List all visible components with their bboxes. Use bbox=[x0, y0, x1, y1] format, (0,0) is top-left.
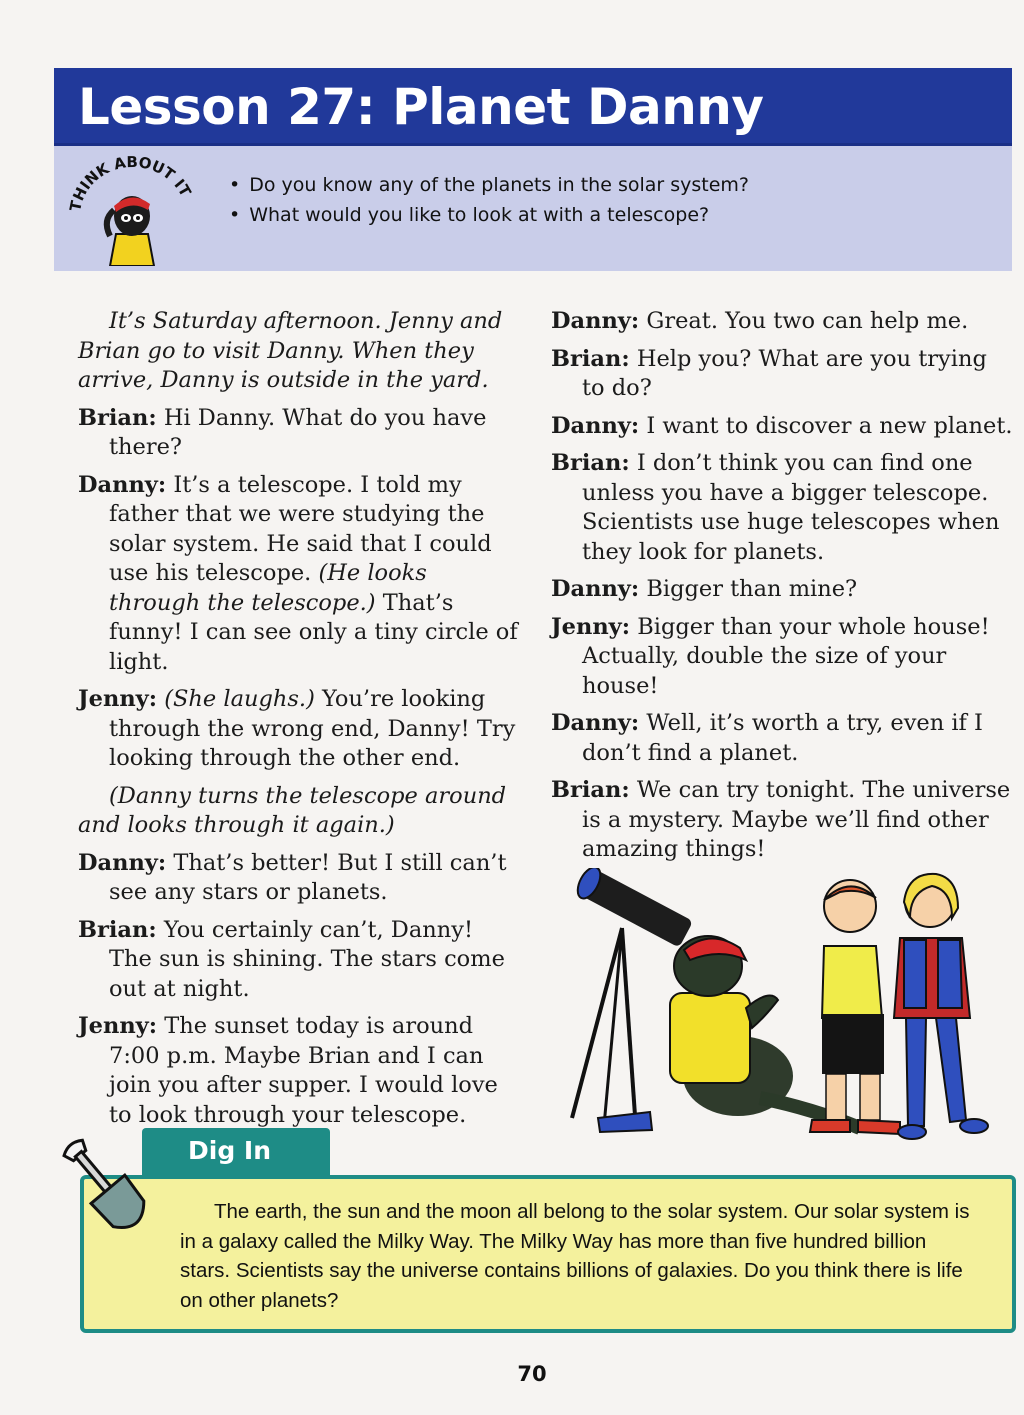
dialogue-text: It’s a telescope. I told my father that we were studying the solar system. He said that I could use his telescope. bbox=[109, 471, 492, 586]
speaker-name: Jenny: bbox=[78, 1013, 158, 1039]
dialogue-line bbox=[551, 613, 1016, 702]
dialogue-text: Great. You two can help me. bbox=[646, 308, 969, 334]
dialogue-line bbox=[78, 685, 520, 774]
dig-in-box bbox=[80, 1175, 1016, 1333]
speaker-name: Jenny: bbox=[78, 686, 158, 712]
dialogue-text: I want to discover a new planet. bbox=[646, 412, 1013, 439]
dialogue-line bbox=[551, 776, 1016, 865]
dialogue-line bbox=[551, 449, 1016, 567]
telescope-kids-illustration bbox=[560, 868, 1000, 1143]
dialogue-text: Help you? What are you trying to do? bbox=[582, 345, 987, 401]
dig-in-tab bbox=[142, 1128, 330, 1178]
speaker-name: Danny: bbox=[551, 710, 640, 736]
think-about-it-questions bbox=[229, 174, 749, 234]
speaker-name: Jenny: bbox=[551, 613, 631, 640]
dialogue-line bbox=[551, 709, 1016, 768]
dialogue-text: Well, it’s worth a try, even if I don’t find a planet. bbox=[582, 710, 983, 766]
shovel-icon bbox=[48, 1130, 164, 1244]
story-column-left bbox=[78, 307, 520, 1138]
think-about-it-badge-text: THINK ABOUT IT bbox=[66, 154, 195, 213]
story-intro: It’s Saturday afternoon. Jenny and Brian go to visit Danny. When they arrive, Danny is outside in the yard. bbox=[78, 308, 503, 393]
dialogue-text: I don’t think you can find one unless you have a bigger telescope. Scientists use huge telescopes when they look for planets. bbox=[582, 450, 1000, 565]
dialogue-line bbox=[78, 1012, 520, 1130]
speaker-name: Danny: bbox=[551, 308, 640, 334]
dialogue-text: The sunset today is around 7:00 p.m. Maybe Brian and I can join you after supper. I would love to look through your telescope. bbox=[109, 1013, 498, 1128]
dialogue-text: You certainly can’t, Danny! The sun is shining. The stars come out at night. bbox=[109, 916, 505, 1002]
speaker-name: Danny: bbox=[551, 412, 640, 439]
story-column-right bbox=[551, 307, 1016, 873]
speaker-name: Danny: bbox=[551, 576, 640, 602]
stage-direction-paragraph: (Danny turns the telescope around and looks through it again.) bbox=[78, 782, 507, 838]
dialogue-line bbox=[551, 412, 1016, 442]
think-about-it-box bbox=[54, 146, 1012, 271]
dialogue-text: That’s better! But I still can’t see any stars or planets. bbox=[109, 849, 507, 905]
dialogue-line bbox=[78, 849, 520, 908]
speaker-name: Brian: bbox=[551, 345, 630, 372]
dialogue-line bbox=[78, 404, 520, 463]
dialogue-line bbox=[551, 575, 1016, 605]
dialogue-line bbox=[551, 307, 1016, 337]
dialogue-text: That’s funny! I can see only a tiny circle of light. bbox=[109, 589, 518, 675]
speaker-name: Danny: bbox=[78, 471, 167, 498]
dig-in-text: The earth, the sun and the moon all belong to the solar system. Our solar system is in a galaxy called the Milky Way. The Milky Way has more than five hundred billion stars. Scientists say the universe contains billions of galaxies. Do you think there is life on other planets? bbox=[180, 1200, 970, 1312]
speaker-name: Brian: bbox=[551, 450, 630, 476]
dialogue-line bbox=[78, 916, 520, 1005]
stage-direction: (He looks through the telescope.) bbox=[109, 560, 427, 616]
page-number: 70 bbox=[517, 1362, 547, 1386]
dialogue-text: Bigger than your whole house! Actually, double the size of your house! bbox=[582, 613, 990, 699]
lesson-title: Lesson 27: Planet Danny bbox=[78, 78, 764, 136]
dialogue-line bbox=[78, 471, 520, 678]
dialogue-line bbox=[551, 345, 1016, 404]
think-about-it-badge-icon bbox=[64, 154, 204, 266]
dialogue-text: We can try tonight. The universe is a mystery. Maybe we’ll find other amazing things! bbox=[582, 777, 1011, 862]
lesson-title-bar bbox=[54, 68, 1012, 146]
think-question: • Do you know any of the planets in the solar system? bbox=[229, 174, 749, 204]
dig-in-label: Dig In bbox=[188, 1136, 272, 1165]
speaker-name: Brian: bbox=[78, 916, 157, 943]
dialogue-text: Hi Danny. What do you have there? bbox=[109, 404, 487, 460]
speaker-name: Brian: bbox=[551, 777, 630, 803]
speaker-name: Danny: bbox=[78, 849, 167, 876]
stage-direction: (She laughs.) bbox=[164, 686, 315, 712]
dialogue-text: You’re looking through the wrong end, Danny! Try looking through the other end. bbox=[109, 686, 516, 771]
dialogue-text: Bigger than mine? bbox=[646, 576, 858, 602]
think-question: • What would you like to look at with a telescope? bbox=[229, 204, 749, 234]
speaker-name: Brian: bbox=[78, 404, 157, 431]
